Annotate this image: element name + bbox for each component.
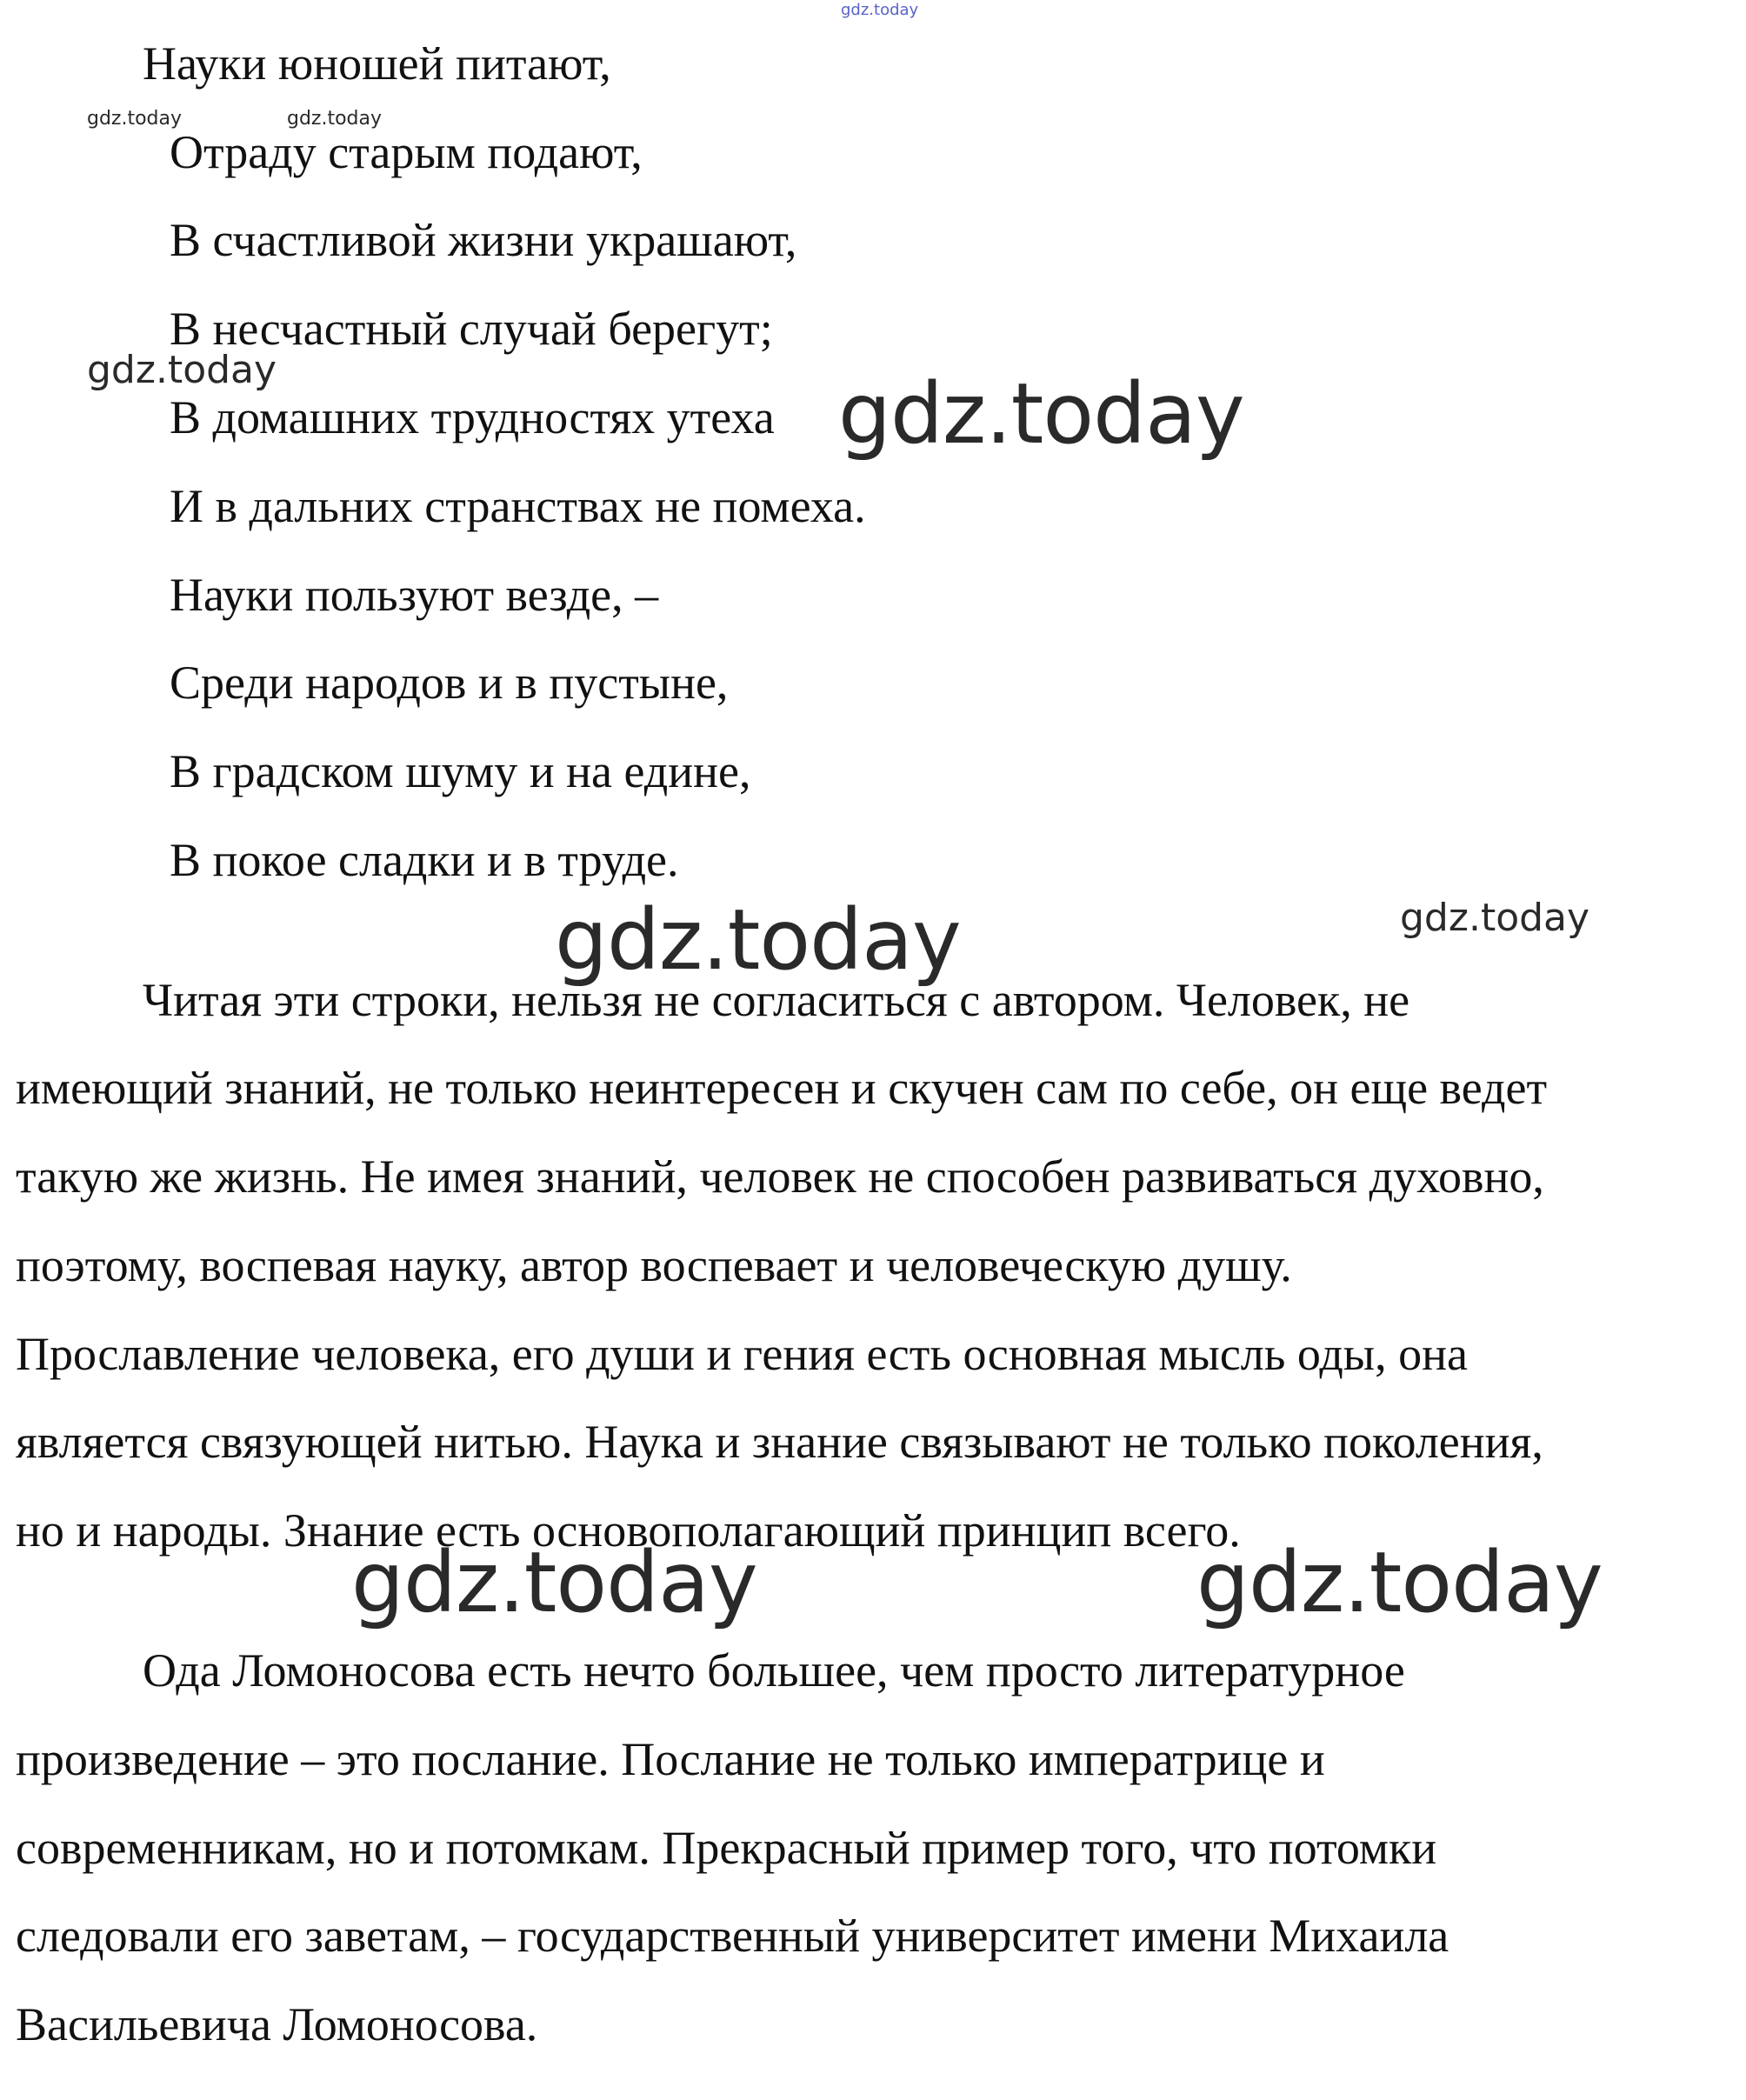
paragraph-line: Васильевича Ломоносова. [16,1998,538,2050]
watermark: gdz.today [87,348,277,392]
paragraph-line: современникам, но и потомкам. Прекрасный пример того, что потомки [16,1822,1437,1874]
poem-line: В домашних трудностях утеха [170,391,775,443]
watermark: gdz.today [287,108,383,130]
paragraph-line: Прославление человека, его души и гения есть основная мысль оды, она [16,1328,1468,1380]
watermark: gdz.today [351,1534,757,1631]
poem-line: Отраду старым подают, [170,126,643,178]
watermark: gdz.today [87,108,183,130]
paragraph-line: имеющий знаний, не только неинтересен и скучен сам по себе, он еще ведет [16,1062,1548,1114]
watermark: gdz.today [841,1,919,19]
watermark: gdz.today [838,365,1244,463]
poem-line: Науки юношей питают, [143,37,611,90]
paragraph-line: такую же жизнь. Не имея знаний, человек не способен развиваться духовно, [16,1150,1544,1203]
watermark: gdz.today [1400,896,1590,940]
watermark: gdz.today [1196,1534,1603,1631]
paragraph-line: произведение – это послание. Послание не только императрице и [16,1733,1325,1785]
poem-line: Среди народов и в пустыне, [170,657,729,709]
poem-line: В несчастный случай берегут; [170,303,773,355]
paragraph-line: является связующей нитью. Наука и знание связывают не только поколения, [16,1416,1543,1468]
poem-line: В счастливой жизни украшают, [170,214,797,266]
watermark: gdz.today [555,891,961,989]
paragraph-line: поэтому, воспевая науку, автор воспевает и человеческую душу. [16,1239,1292,1291]
paragraph-line: Ода Ломоносова есть нечто большее, чем просто литературное [143,1644,1405,1697]
poem-line: В градском шуму и на едине, [170,745,751,797]
paragraph-line: но и народы. Знание есть основополагающий принцип всего. [16,1504,1241,1557]
poem-line: И в дальних странствах не помеха. [170,480,866,532]
poem-line: Науки пользуют везде, – [170,569,659,621]
poem-line: В покое сладки и в труде. [170,834,679,886]
paragraph-line: следовали его заветам, – государственный университет имени Михаила [16,1910,1449,1962]
paragraph-line: Читая эти строки, нельзя не согласиться с автором. Человек, не [143,974,1410,1026]
